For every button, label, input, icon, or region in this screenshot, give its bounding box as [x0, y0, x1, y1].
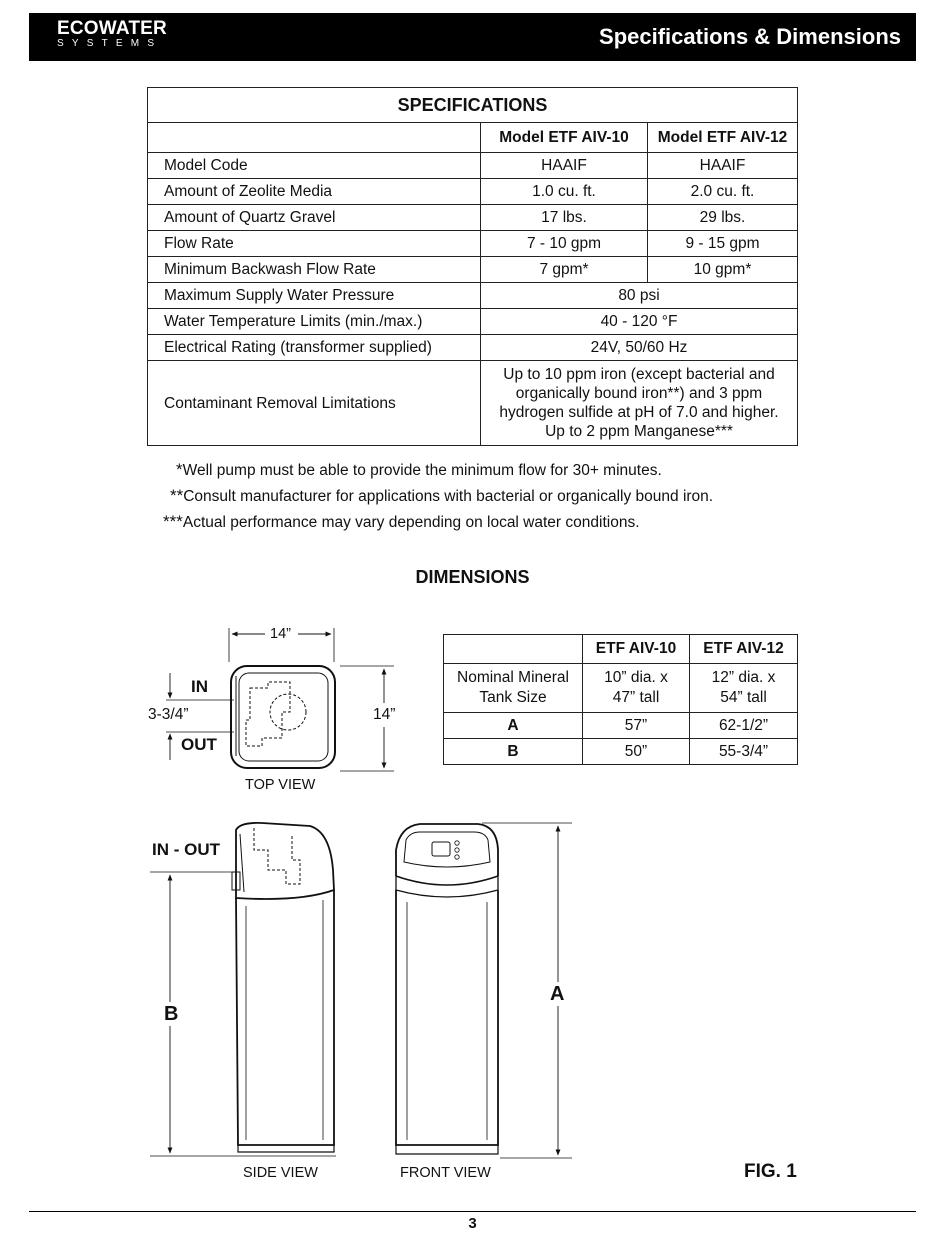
brand-subtitle: SYSTEMS — [57, 38, 163, 49]
top-view-in-label: IN — [191, 677, 208, 696]
footnote-text: Well pump must be able to provide the minimum flow for 30+ minutes. — [182, 462, 662, 479]
spec-value: 40 - 120 °F — [481, 309, 798, 335]
spec-value: 1.0 cu. ft. — [481, 179, 648, 205]
dim-value: 62-1/2” — [690, 713, 798, 739]
spec-value: 9 - 15 gpm — [648, 231, 798, 257]
footnote-mark: * — [176, 460, 183, 479]
spec-header-model-10: Model ETF AIV-10 — [481, 123, 648, 153]
spec-label: Flow Rate — [148, 231, 481, 257]
footnote-mark: ** — [170, 486, 184, 505]
dim-label-line: Nominal Mineral — [457, 669, 569, 686]
contaminant-line: Up to 2 ppm Manganese*** — [545, 423, 733, 440]
contaminant-line: hydrogen sulfide at pH of 7.0 and higher. — [499, 404, 779, 421]
spec-label: Amount of Quartz Gravel — [148, 205, 481, 231]
dim-label: A — [444, 713, 583, 739]
front-view-drawing — [396, 823, 572, 1158]
spec-value: 2.0 cu. ft. — [648, 179, 798, 205]
spec-value: HAAIF — [481, 153, 648, 179]
top-view-depth-label: 14” — [373, 706, 396, 723]
top-view-caption: TOP VIEW — [245, 777, 316, 793]
footnote-text: Actual performance may vary depending on local water conditions. — [182, 514, 640, 531]
dim-header-model-10: ETF AIV-10 — [583, 635, 690, 664]
spec-label: Minimum Backwash Flow Rate — [148, 257, 481, 283]
contaminant-line: Up to 10 ppm iron (except bacterial and — [503, 366, 775, 383]
spec-label: Water Temperature Limits (min./max.) — [148, 309, 481, 335]
spec-value: 29 lbs. — [648, 205, 798, 231]
dim-value-line: 10” dia. x — [604, 669, 668, 686]
dim-label-line: Tank Size — [479, 689, 547, 706]
side-view-in-out-label: IN - OUT — [152, 840, 220, 859]
dim-value-line: 47” tall — [612, 689, 660, 706]
figure-label: FIG. 1 — [744, 1161, 797, 1182]
side-view-drawing — [150, 823, 336, 1156]
top-view-out-label: OUT — [181, 735, 217, 754]
top-view-offset-label: 3-3/4” — [148, 706, 189, 723]
spec-label: Electrical Rating (transformer supplied) — [148, 335, 481, 361]
spec-value: 24V, 50/60 Hz — [481, 335, 798, 361]
dim-value: 55-3/4” — [690, 739, 798, 765]
spec-label: Maximum Supply Water Pressure — [148, 283, 481, 309]
contaminant-line: organically bound iron**) and 3 ppm — [515, 385, 763, 402]
specifications-title: SPECIFICATIONS — [148, 88, 798, 123]
page-number: 3 — [468, 1215, 477, 1232]
footnote-mark: *** — [163, 512, 183, 531]
side-view-caption: SIDE VIEW — [243, 1165, 318, 1181]
footnote-text: Consult manufacturer for applications with bacterial or organically bound iron. — [183, 488, 714, 505]
spec-value: 80 psi — [481, 283, 798, 309]
spec-label: Amount of Zeolite Media — [148, 179, 481, 205]
front-view-dimension-label: A — [550, 983, 565, 1005]
dim-label: B — [444, 739, 583, 765]
side-view-dimension-label: B — [164, 1003, 179, 1025]
dim-value-line: 12” dia. x — [711, 669, 776, 686]
spec-value: 17 lbs. — [481, 205, 648, 231]
front-view-caption: FRONT VIEW — [400, 1165, 491, 1181]
dim-value: 50” — [583, 739, 690, 765]
spec-value: HAAIF — [648, 153, 798, 179]
dim-value-line: 54” tall — [720, 689, 767, 706]
footer-divider — [29, 1211, 916, 1212]
spec-value: 10 gpm* — [648, 257, 798, 283]
spec-header-model-12: Model ETF AIV-12 — [648, 123, 798, 153]
spec-value: 7 - 10 gpm — [481, 231, 648, 257]
spec-label: Contaminant Removal Limitations — [148, 361, 481, 446]
page-title: Specifications & Dimensions — [599, 24, 901, 49]
spec-label: Model Code — [148, 153, 481, 179]
spec-value: 7 gpm* — [481, 257, 648, 283]
dim-value: 57” — [583, 713, 690, 739]
top-view-width-label: 14” — [270, 626, 291, 642]
dim-header-model-12: ETF AIV-12 — [690, 635, 798, 664]
dimensions-title: DIMENSIONS — [415, 567, 530, 587]
brand-name: ECOWATER — [57, 18, 167, 39]
